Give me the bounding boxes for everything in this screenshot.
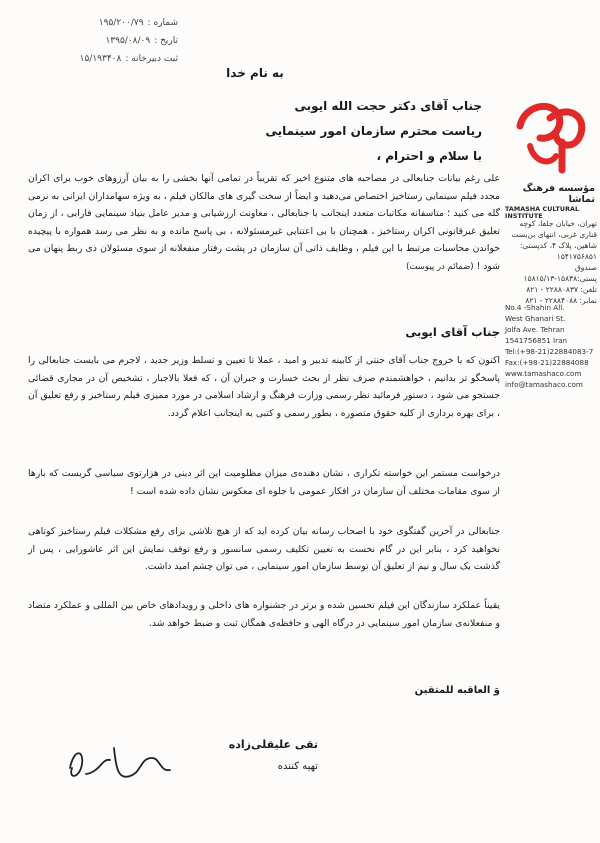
address-en-line: 1541756851 Iran (505, 336, 568, 345)
handwritten-signature-icon (60, 728, 180, 798)
closing-phrase: وَ العاقبه للمتقین (414, 685, 500, 696)
greeting: با سلام و احترام ، (376, 149, 482, 163)
brand-name-block (505, 183, 595, 220)
letter-number-row (28, 14, 178, 32)
address-fa-block (505, 218, 597, 306)
secretariat-value: ۱۵/۱۹۳۴۰۸ (79, 54, 122, 64)
registration-block (28, 14, 178, 68)
letter-date-value: ۱۳۹۵/۰۸/۰۹ (105, 36, 151, 46)
brand-name-fa: مؤسسه فرهنگ تماشا (522, 183, 595, 205)
paragraph-1 (28, 170, 500, 277)
tamasha-logo-icon (510, 96, 592, 176)
address-en-line: No.4 -Shahin All. (505, 303, 565, 312)
attachments-note: (ضمائم در پیوست) (406, 261, 474, 272)
bismillah-heading: به نام خدا (226, 66, 284, 80)
letter-number-label: شماره : (147, 18, 178, 28)
letter-date-row (28, 32, 178, 50)
address-en-block (505, 302, 597, 390)
letter-number-value: ۱۹۵/۲۰۰/۷۹ (98, 18, 144, 28)
address-fa-line: تلفن: ۲۲۸۸۰۸۳۷ - ۸۲۱ (526, 285, 597, 294)
website-link[interactable]: www.tamashaco.com (505, 369, 582, 378)
address-en-line: Tel:(+98-21)22884083-7 (505, 347, 594, 356)
recipient-block (265, 94, 482, 169)
recipient-name: جناب آقای دکتر حجت الله ایوبی (294, 99, 482, 113)
address-fa-line: ۱۵۴۱۷۵۶۸۵۱ (556, 252, 597, 261)
second-salutation: جناب آقای ایوبی (405, 325, 500, 339)
address-fa-line: تهران، خیابان جلفا، کوچه (519, 219, 597, 228)
address-fa-line: نمابر: ۲۲۸۸۴۰۸۸ - ۸۲۱ (525, 296, 597, 305)
letter-date-label: تاریخ : (154, 36, 178, 46)
address-fa-line: صندوق پستی:۱۵۸۳۸-۱۵۸۱۵/۱۳ (523, 263, 597, 283)
address-fa-line: شاهین، پلاک ۴، کدپستی: (519, 241, 597, 250)
paragraph-4: جنابعالی در آخرین گفتگوی خود با اصحاب رسانه بیان کرده اید که از هیچ تلاشی برای رفع مشکلات فیلم رستاخیز کوتاهی نخواهید کرد ، بنابر این در گام نخست به تعیین تکلیف رسمی سانسور و رفع توقف نمایش این اثر عاشورایی ، پس از گذشت یک سال و نیم از تعلیق آن توسط سازمان امور سینمایی ، می توان چشم امید داشت. (28, 526, 500, 573)
paragraph-5: یقیناً عملکرد سازندگان این فیلم تحسین شده و برتر در جشنواره های داخلی و رویدادهای خاص بین المللی و عملکرد متضاد و منفعلانه‌ی سازمان امور سینمایی در درگاه الهی و حافظه‌ی همگان ثبت و ضبط خواهد شد. (28, 600, 500, 629)
signer-name: تقی علیقلی‌زاده (228, 738, 318, 751)
address-en-line: West Ghanari St. (505, 314, 566, 323)
address-en-line: Fax:(+98-21)22884088 (505, 358, 589, 367)
paragraph-1-text: علی رغم بیانات جنابعالی در مصاحبه های متنوع اخیر که تقریباً در تمامی آنها بخشی را به بیان آرزوهای خوب برای اکران مجدد فیلم سینمایی رستاخیز اختصاص می‌دهید و ایضاً از سخت گیری های مالکان فیلم ، به ویژه سهامداران ایرانی به نرمی گله می کنید ؛ متاسفانه مکاتبات متعدد اینجانب با جنابعالی ، معاونت ارزشیابی و مدیر عامل بنیاد سینمایی فارابی ، از زمان تعلیق غیرقانونی اکران رستاخیز ، همچنان با بی اعتنایی غیرمسئولانه ، بی پاسخ مانده و به نظر می رسد همواره با پیچیده خواندن محاسبات مرتبط با این فیلم ، وظایف ذاتی آن سازمان در پشت رفتار منفعلانه از سوی مسئولان ذی ربط پنهان می شود ! (28, 173, 500, 272)
secretariat-label: ثبت دبیرخانه : (125, 54, 178, 64)
recipient-title: ریاست محترم سازمان امور سینمایی (265, 124, 482, 138)
paragraph-2: اکنون که با خروج جناب آقای جنتی از کابینه تدبیر و امید ، عملا تا تعیین و تسلط وزیر جدید ، لاجرم می بایست جنابعالی را پاسخگو تر بدانیم ، خواهشمندم صرف نظر از بحث خسارت و جبران آن ، که فعلا بالاجبار ، تشخیص آن در مجاری قضائی جستجو می شود ، دستور فرمائید نظر رسمی وزارت فرهنگ و ارشاد اسلامی در مورد ممیزی فیلم رستاخیز و رفع تعلیق آن ، برای بهره برداری از کلیه حقوق متصوره ، بطور رسمی و کتبی به اینجانب اعلام گردد. (28, 355, 500, 419)
brand-name-en: TAMASHA CULTURAL INSTITUTE (505, 206, 580, 220)
address-fa-line: قناری غربی، انتهای بن‌بست (511, 230, 597, 239)
email-link[interactable]: info@tamashaco.com (505, 380, 583, 389)
paragraph-3: درخواست مستمر این خواسته تکراری ، نشان دهنده‌ی میزان مظلومیت این اثر دینی در هزارتوی سیاسی گریست که بارها از سوی مقامات مختلف آن سازمان در افکار عمومی با جلوه ای معکوس نشان داده شده است ! (28, 468, 500, 497)
address-en-line: Jolfa Ave. Tehran (505, 325, 565, 334)
secretariat-row (28, 50, 178, 68)
signer-role: تهیه کننده (277, 761, 318, 772)
